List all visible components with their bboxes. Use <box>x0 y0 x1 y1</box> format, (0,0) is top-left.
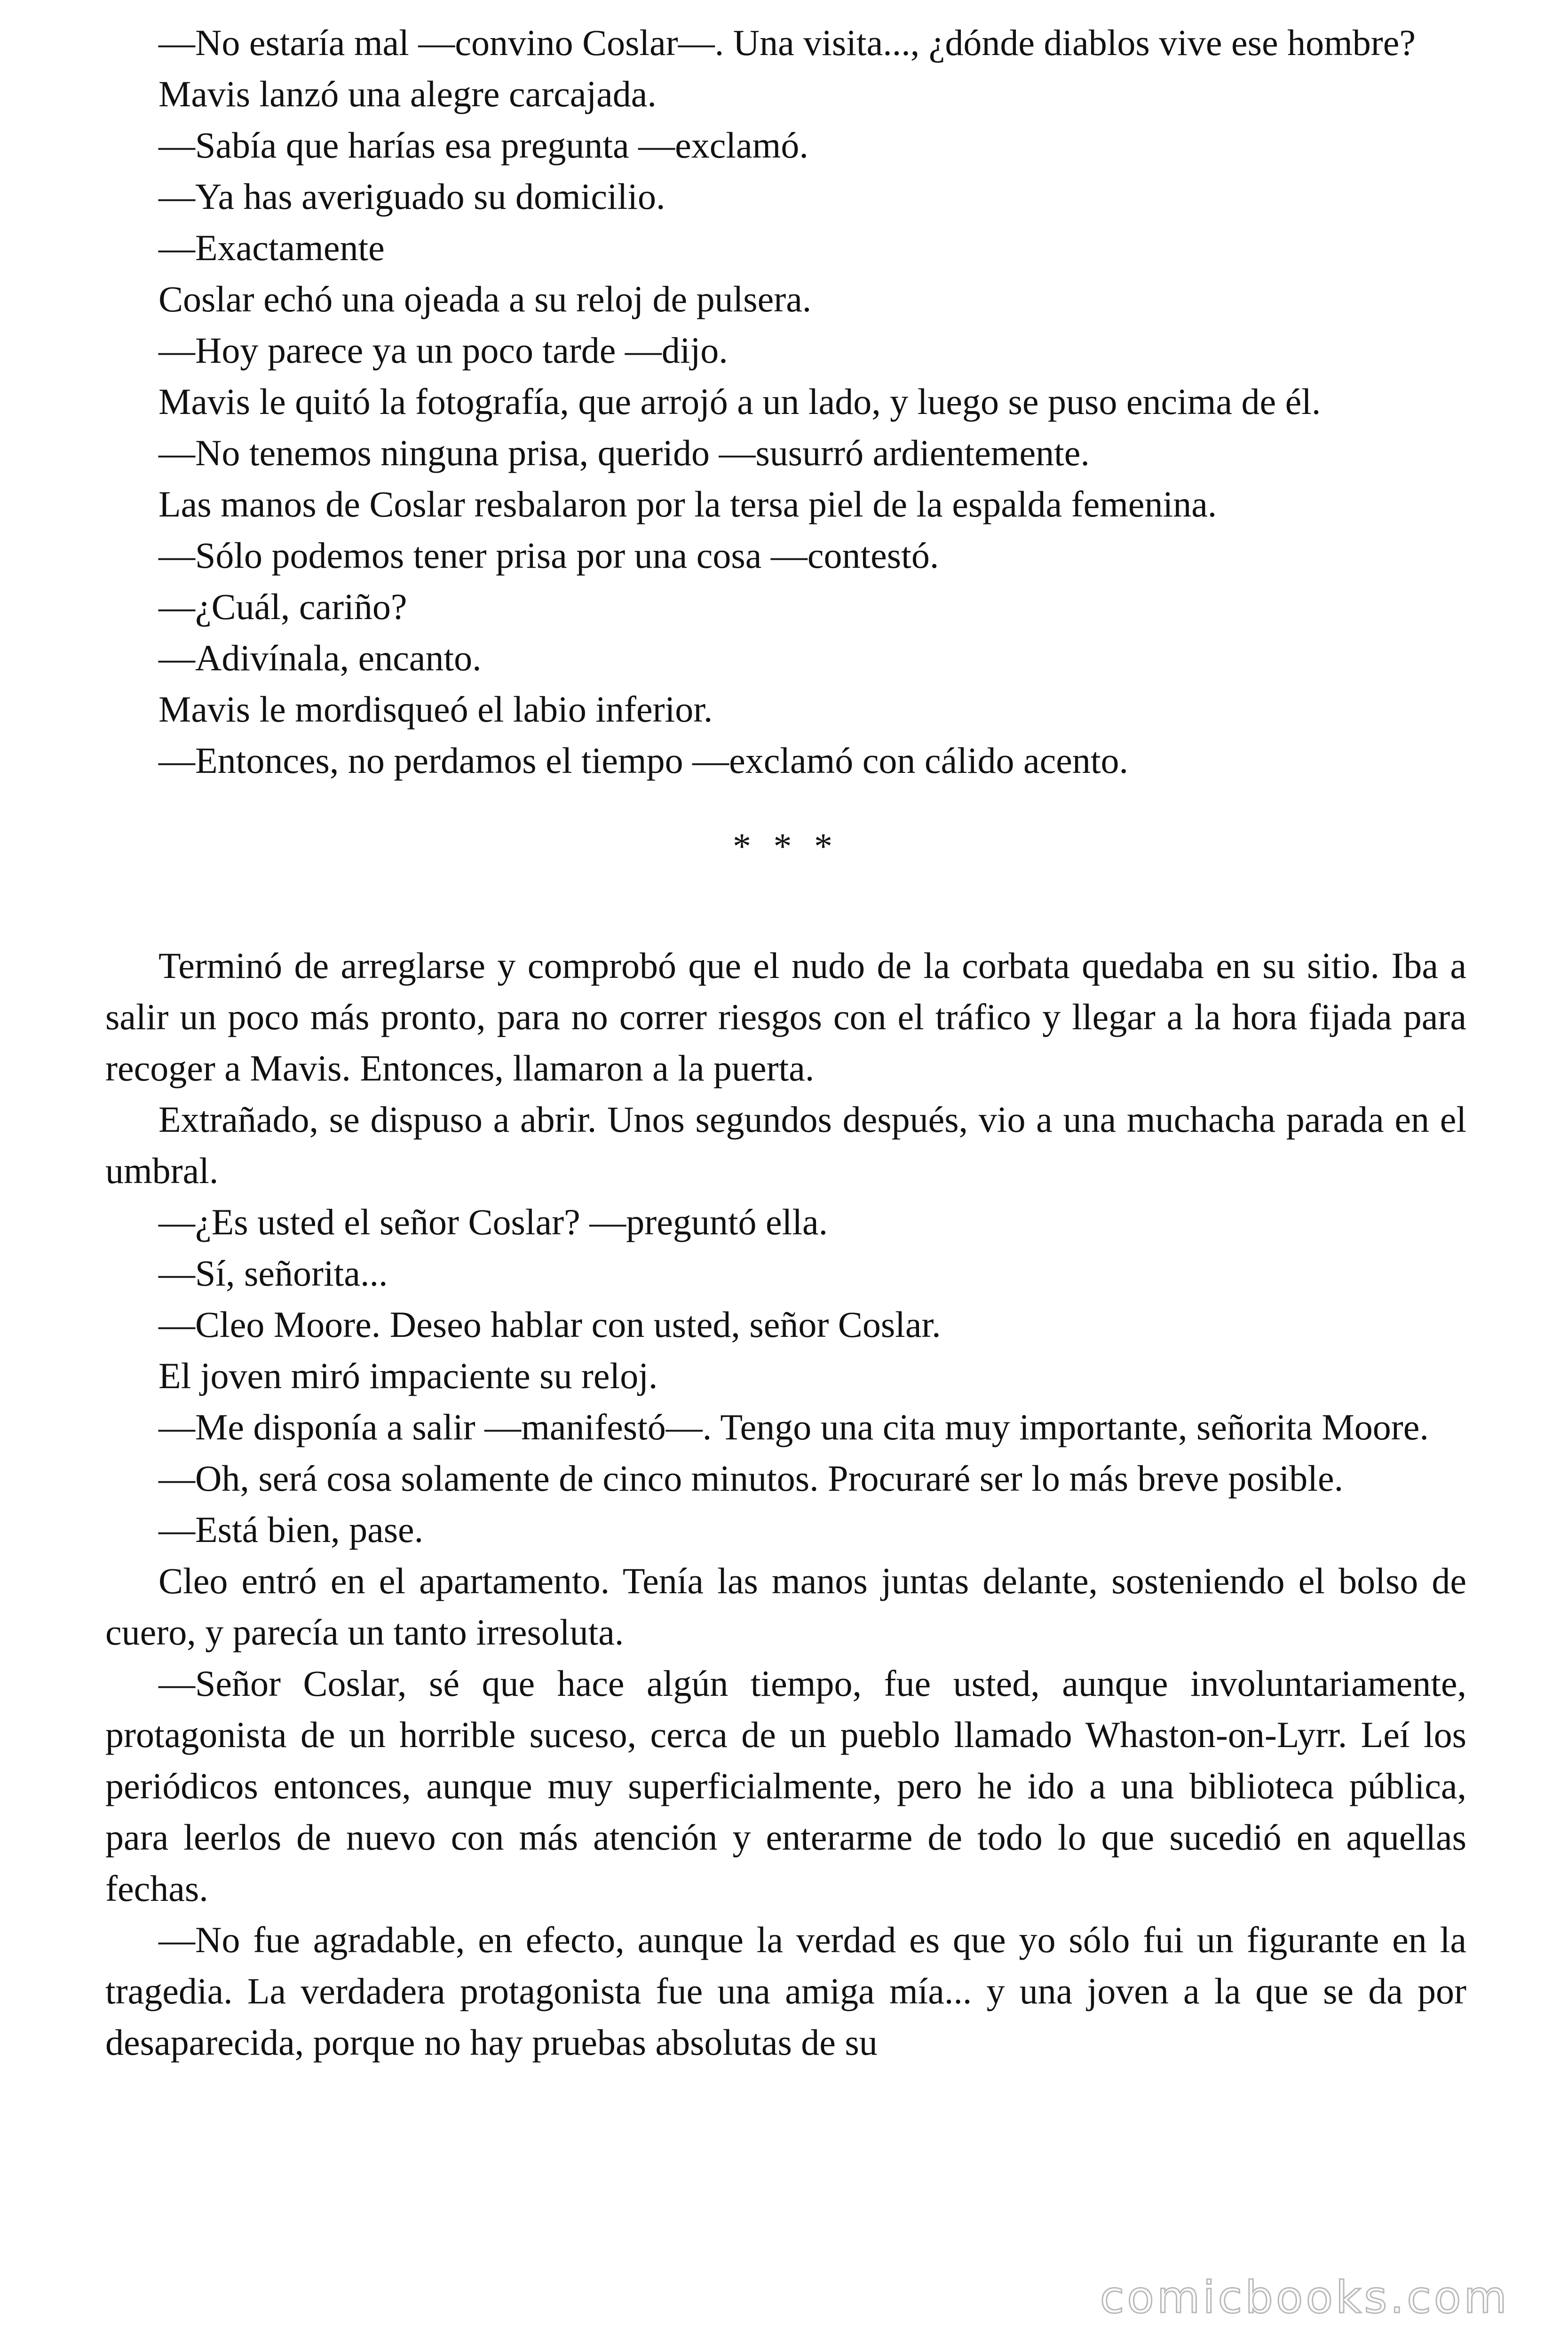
paragraph: —¿Es usted el señor Coslar? —preguntó ella. <box>158 1201 828 1242</box>
paragraph: —Ya has averiguado su domicilio. <box>158 176 665 217</box>
paragraph: —Está bien, pase. <box>158 1509 424 1550</box>
paragraph: —Señor Coslar, sé que hace algún tiempo, fue usted, aunque involuntariamente, protagonista de un horrible suceso, cerca de un pueblo llamado Whaston-on-Lyrr. Leí los periódicos entonces, aunque muy superficialmente, pero he ido a una biblioteca pública, para leerlos de nuevo con más atención y enterarme de todo lo que sucedió en aquellas fechas. <box>105 1663 1466 1909</box>
paragraph: —Sabía que harías esa pregunta —exclamó. <box>158 125 808 166</box>
paragraph: —Sólo podemos tener prisa por una cosa —contestó. <box>158 535 939 576</box>
paragraph: Coslar echó una ojeada a su reloj de pulsera. <box>158 278 812 319</box>
paragraph: Mavis lanzó una alegre carcajada. <box>158 73 657 114</box>
paragraph: —No tenemos ninguna prisa, querido —susurró ardientemente. <box>158 432 1090 473</box>
paragraph: Mavis le mordisqueó el labio inferior. <box>158 689 713 730</box>
text-block-bottom <box>105 940 1466 2068</box>
paragraph: —Exactamente <box>158 227 385 268</box>
paragraph: —¿Cuál, cariño? <box>158 586 407 627</box>
paragraph: Cleo entró en el apartamento. Tenía las manos juntas delante, sosteniendo el bolso de cuero, y parecía un tanto irresoluta. <box>105 1560 1466 1653</box>
paragraph: —Oh, será cosa solamente de cinco minutos. Procuraré ser lo más breve posible. <box>158 1458 1344 1499</box>
paragraph: Terminó de arreglarse y comprobó que el nudo de la corbata quedaba en su sitio. Iba a salir un poco más pronto, para no correr riesgos con el tráfico y llegar a la hora fijada para recoger a Mavis. Entonces, llamaron a la puerta. <box>105 945 1466 1089</box>
paragraph: Las manos de Coslar resbalaron por la tersa piel de la espalda femenina. <box>158 484 1217 524</box>
paragraph: —Cleo Moore. Deseo hablar con usted, señor Coslar. <box>158 1304 941 1345</box>
paragraph: —No fue agradable, en efecto, aunque la verdad es que yo sólo fui un figurante en la tragedia. La verdadera protagonista fue una amiga mía... y una joven a la que se da por desaparecida, porque no hay pruebas absolutas de su <box>105 1919 1466 2063</box>
paragraph: El joven miró impaciente su reloj. <box>158 1355 658 1396</box>
book-page <box>105 17 1466 2068</box>
paragraph: —Entonces, no perdamos el tiempo —exclamó con cálido acento. <box>158 740 1129 781</box>
paragraph: —Adivínala, encanto. <box>158 637 482 678</box>
text-block-top <box>105 17 1466 786</box>
scene-separator: * * * <box>733 826 839 866</box>
paragraph: —Sí, señorita... <box>158 1253 388 1294</box>
watermark-logo: comicbooks.com <box>1100 2272 1510 2323</box>
paragraph: Mavis le quitó la fotografía, que arrojó a un lado, y luego se puso encima de él. <box>158 381 1321 422</box>
paragraph: —Me disponía a salir —manifestó—. Tengo una cita muy importante, señorita Moore. <box>158 1406 1429 1447</box>
paragraph: —Hoy parece ya un poco tarde —dijo. <box>158 330 728 371</box>
paragraph: —No estaría mal —convino Coslar—. Una visita..., ¿dónde diablos vive ese hombre? <box>158 22 1416 63</box>
paragraph: Extrañado, se dispuso a abrir. Unos segundos después, vio a una muchacha parada en el umbral. <box>105 1099 1466 1191</box>
